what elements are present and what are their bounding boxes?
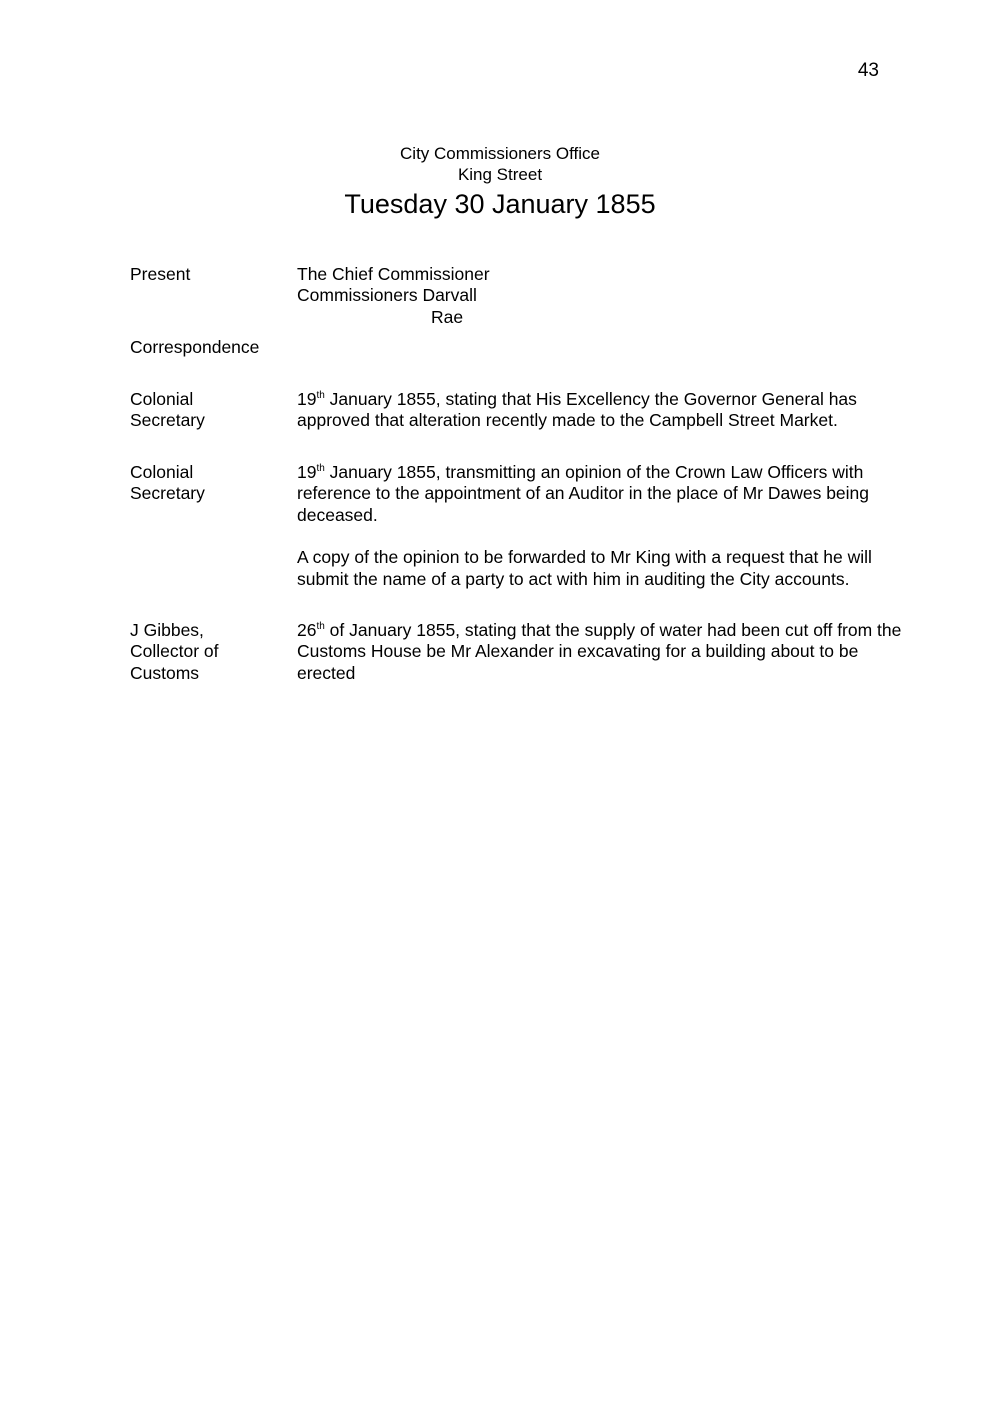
attendee-rae: Rae (431, 306, 464, 327)
entry-ordinal: th (316, 390, 325, 401)
entry-body (297, 389, 910, 432)
attendee-commissioners: Commissioners Darvall (297, 285, 477, 306)
entry-text (297, 620, 910, 684)
entry-sender (130, 462, 290, 505)
entry-sender (130, 389, 290, 432)
entry-day: 19 (297, 389, 317, 409)
correspondence-heading: Correspondence (130, 337, 260, 357)
meeting-date: Tuesday 30 January 1855 (344, 189, 656, 219)
sender-line: Colonial (130, 389, 194, 409)
entry-content: January 1855, transmitting an opinion of the Crown Law Officers with reference to the appointment of an Auditor in the place of Mr Dawes being deceased. (297, 462, 870, 525)
minutes-header (0, 143, 1000, 221)
attendee-chief-commissioner: The Chief Commissioner (297, 264, 490, 284)
entry-ordinal: th (316, 621, 325, 632)
entry-day: 26 (297, 620, 317, 640)
sender-line: Collector of (130, 641, 219, 662)
entry-text (297, 462, 910, 526)
entry-body (297, 462, 910, 590)
sender-line: Colonial (130, 462, 194, 482)
sender-line: Secretary (130, 483, 205, 504)
page-number: 43 (857, 60, 879, 81)
entry-sender (130, 620, 290, 684)
entry-ordinal: th (316, 463, 325, 474)
entry-content: January 1855, stating that His Excellency the Governor General has approved that alteration recently made to the Campbell Street Market. (297, 389, 857, 431)
street-name: King Street (457, 165, 543, 184)
entry-day: 19 (297, 462, 317, 482)
sender-line: Secretary (130, 410, 205, 431)
entry-body (297, 620, 910, 684)
sender-line: J Gibbes, (130, 620, 204, 640)
attendees (297, 264, 910, 328)
entry-resolution: A copy of the opinion to be forwarded to Mr King with a request that he will submit the name of a party to act with him in auditing the City accounts. (297, 547, 872, 589)
entry-text (297, 389, 910, 432)
present-label: Present (130, 264, 191, 284)
office-name: City Commissioners Office (400, 144, 600, 163)
entry-content: of January 1855, stating that the supply of water had been cut off from the Customs House be Mr Alexander in excavating for a building about to be erected (297, 620, 902, 683)
sender-line: Customs (130, 662, 200, 683)
